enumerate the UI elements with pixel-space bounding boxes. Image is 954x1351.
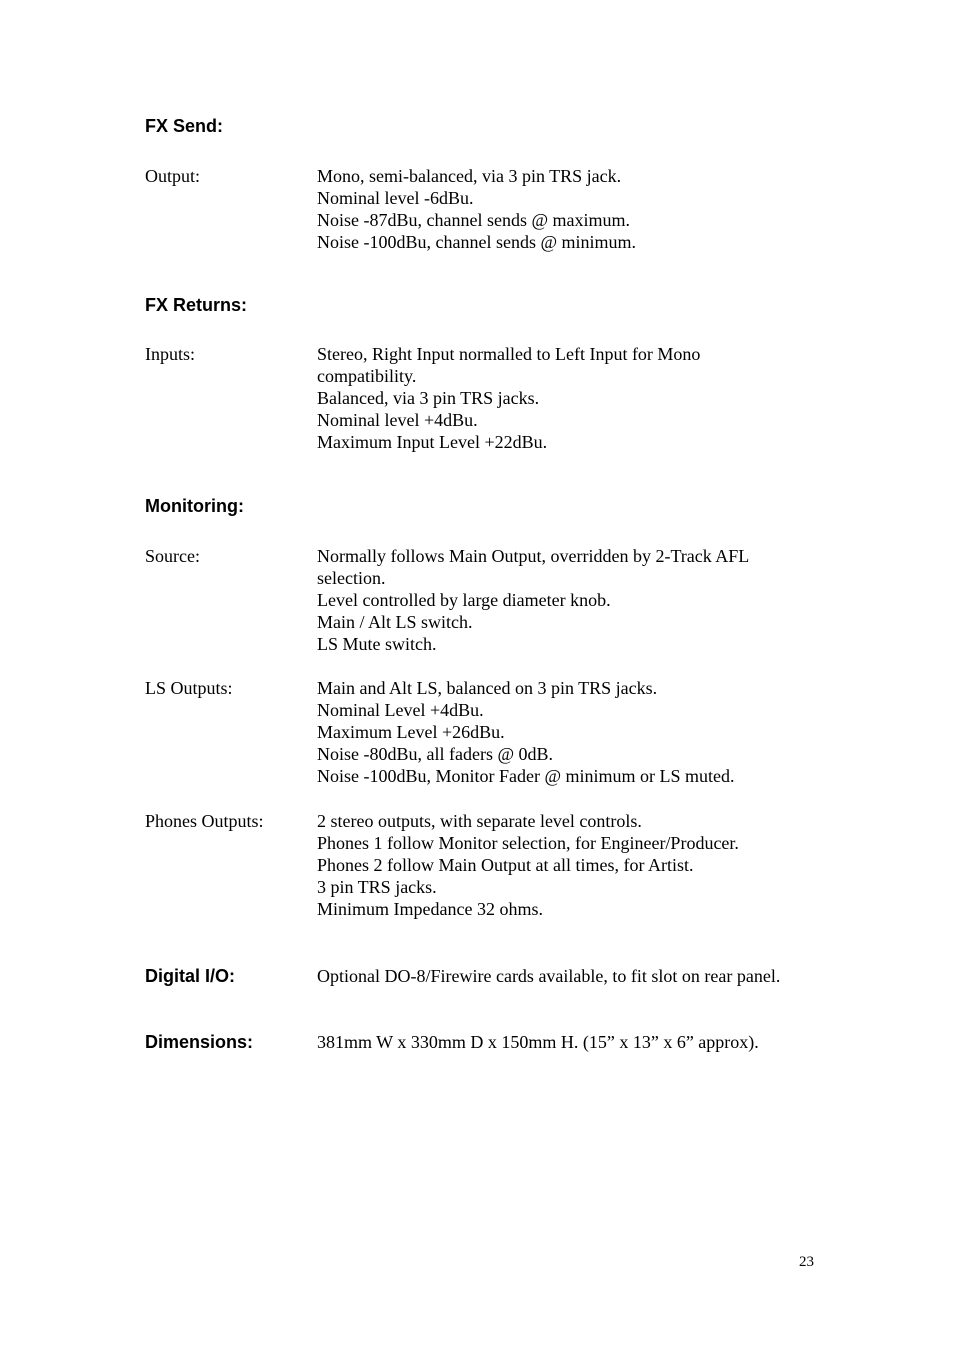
source-value — [317, 545, 817, 655]
digital-io-value — [317, 965, 817, 987]
inputs-line: Nominal level +4dBu. — [317, 410, 478, 430]
ls-outputs-line: Nominal Level +4dBu. — [317, 700, 484, 720]
inputs-value — [317, 343, 817, 453]
source-line: selection. — [317, 568, 386, 588]
inputs-line: compatibility. — [317, 366, 417, 386]
phones-outputs-line: Phones 2 follow Main Output at all times, for Artist. — [317, 855, 694, 875]
fx-returns-heading: FX Returns: — [145, 295, 248, 315]
output-line: Nominal level -6dBu. — [317, 188, 474, 208]
phones-outputs-line: Phones 1 follow Monitor selection, for Engineer/Producer. — [317, 833, 739, 853]
source-line: Normally follows Main Output, overridden by 2-Track AFL — [317, 546, 750, 566]
source-line: LS Mute switch. — [317, 634, 437, 654]
source-line: Main / Alt LS switch. — [317, 612, 473, 632]
digital-io-line: Optional DO-8/Firewire cards available, to fit slot on rear panel. — [317, 966, 781, 986]
output-label: Output: — [145, 166, 201, 186]
digital-io-heading: Digital I/O: — [145, 966, 235, 986]
ls-outputs-line: Maximum Level +26dBu. — [317, 722, 505, 742]
inputs-line: Balanced, via 3 pin TRS jacks. — [317, 388, 540, 408]
phones-outputs-line: 2 stereo outputs, with separate level controls. — [317, 811, 642, 831]
ls-outputs-line: Noise -100dBu, Monitor Fader @ minimum or LS muted. — [317, 766, 735, 786]
dimensions-line: 381mm W x 330mm D x 150mm H. (15” x 13” x 6” approx). — [317, 1032, 759, 1052]
source-line: Level controlled by large diameter knob. — [317, 590, 611, 610]
ls-outputs-line: Main and Alt LS, balanced on 3 pin TRS jacks. — [317, 678, 658, 698]
phones-outputs-line: 3 pin TRS jacks. — [317, 877, 437, 897]
phones-outputs-label: Phones Outputs: — [145, 811, 264, 831]
ls-outputs-line: Noise -80dBu, all faders @ 0dB. — [317, 744, 554, 764]
ls-outputs-label: LS Outputs: — [145, 678, 233, 698]
inputs-label: Inputs: — [145, 344, 196, 364]
dimensions-heading: Dimensions: — [145, 1032, 254, 1052]
phones-outputs-line: Minimum Impedance 32 ohms. — [317, 899, 543, 919]
dimensions-value — [317, 1031, 817, 1053]
source-label: Source: — [145, 546, 200, 566]
inputs-line: Stereo, Right Input normalled to Left Input for Mono — [317, 344, 701, 364]
output-line: Noise -100dBu, channel sends @ minimum. — [317, 232, 637, 252]
output-line: Mono, semi-balanced, via 3 pin TRS jack. — [317, 166, 622, 186]
phones-outputs-value — [317, 810, 817, 920]
output-value — [317, 165, 817, 253]
fx-send-heading: FX Send: — [145, 116, 224, 136]
page-number: 23 — [799, 1254, 814, 1270]
output-line: Noise -87dBu, channel sends @ maximum. — [317, 210, 631, 230]
monitoring-heading: Monitoring: — [145, 496, 244, 516]
ls-outputs-value — [317, 677, 817, 787]
inputs-line: Maximum Input Level +22dBu. — [317, 432, 548, 452]
